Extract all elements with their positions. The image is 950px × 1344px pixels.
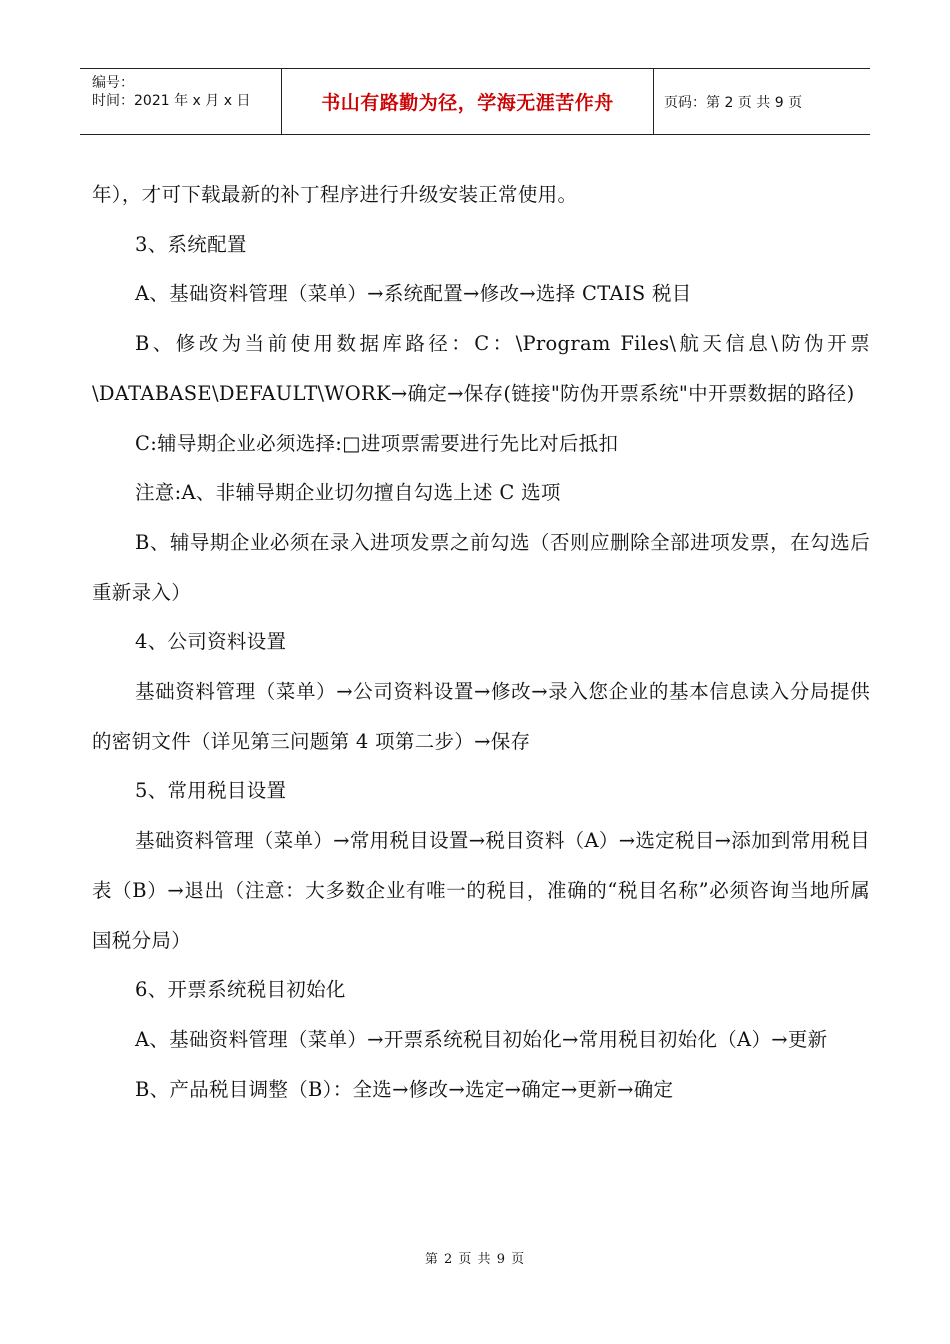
paragraph-continuation: 年），才可下载最新的补丁程序进行升级安装正常使用。 <box>92 183 578 206</box>
paragraph-step-b-database-path: B、修改为当前使用数据库路径：C：\Program Files\航天信息\防伪开票\DATABASE\DEFAULT\WORK→确定→保存(链接"防伪开票系统"中开票数据的路径) <box>92 332 870 405</box>
section-heading-common-tax-items: 5、常用税目设置 <box>135 779 287 803</box>
paragraph-note-b: B、辅导期企业必须在录入进项发票之前勾选（否则应删除全部进项发票，在勾选后重新录入） <box>92 530 870 604</box>
section-heading-company-info: 4、公司资料设置 <box>135 630 287 654</box>
header-motto: 书山有路勤为径，学海无涯苦作舟 <box>282 69 654 134</box>
paragraph-tax-init-b: B、产品税目调整（B）：全选→修改→选定→确定→更新→确定 <box>135 1077 674 1101</box>
paragraph-note-a: 注意:A、非辅导期企业切勿擅自勾选上述 C 选项 <box>135 481 561 505</box>
document-body <box>92 170 870 1114</box>
page-footer: 第 2 页 共 9 页 <box>424 1252 526 1267</box>
paragraph-step-c: C:辅导期企业必须选择:□进项票需要进行先比对后抵扣 <box>135 431 619 455</box>
header-meta <box>80 69 282 134</box>
page-header <box>80 68 870 135</box>
header-page-number: 页码：第 2 页 共 9 页 <box>664 94 803 111</box>
paragraph-step-a: A、基础资料管理（菜单）→系统配置→修改→选择 CTAIS 税目 <box>135 282 692 306</box>
paragraph-common-tax-items: 基础资料管理（菜单）→常用税目设置→税目资料（A）→选定税目→添加到常用税目表（B）→退出（注意：大多数企业有唯一的税目，准确的“税目名称”必须咨询当地所属国税分局） <box>92 829 870 952</box>
document-number-label: 编号： <box>92 75 134 91</box>
section-heading-system-config: 3、系统配置 <box>135 232 247 256</box>
paragraph-tax-init-a: A、基础资料管理（菜单）→开票系统税目初始化→常用税目初始化（A）→更新 <box>135 1027 828 1051</box>
section-heading-tax-item-init: 6、开票系统税目初始化 <box>135 978 346 1002</box>
paragraph-company-info: 基础资料管理（菜单）→公司资料设置→修改→录入您企业的基本信息读入分局提供的密钥文件（详见第三问题第 4 项第二步）→保存 <box>92 680 870 753</box>
document-time-label: 时间：2021 年 x 月 x 日 <box>92 93 251 109</box>
